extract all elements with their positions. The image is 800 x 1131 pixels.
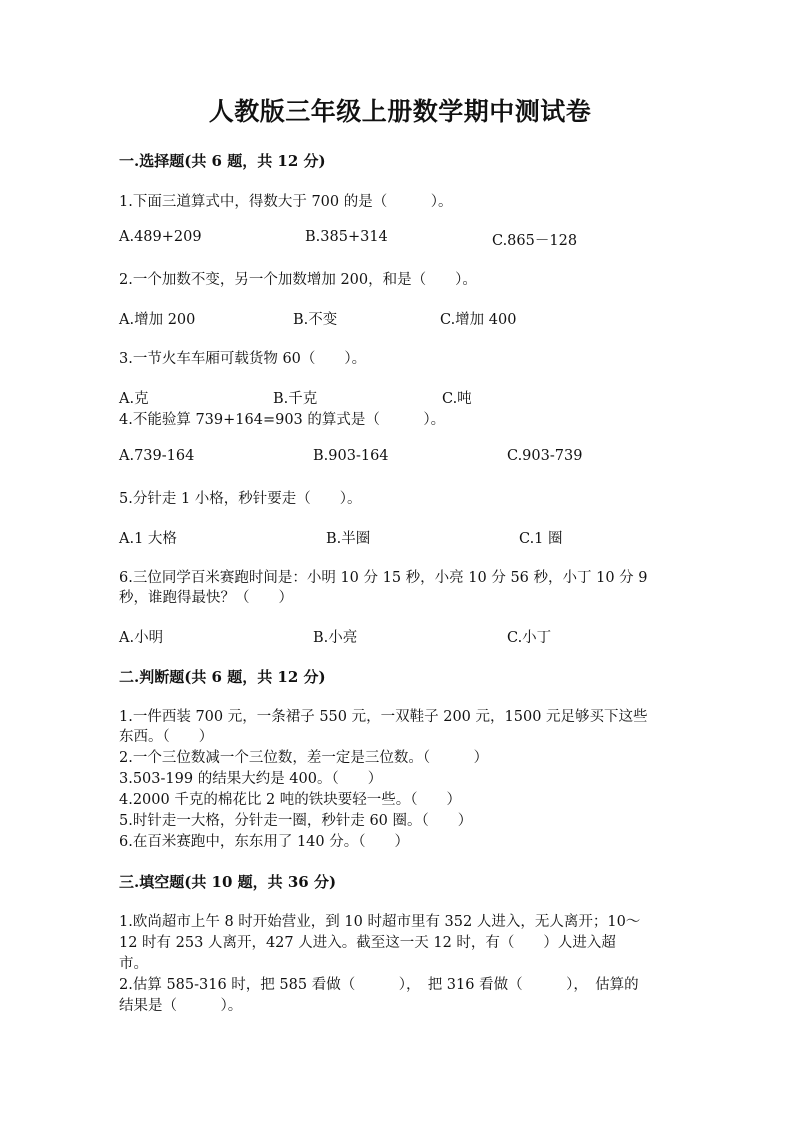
question-1-option-c: C.865－128 — [492, 233, 578, 249]
question-1-option-a: A.489+209 — [119, 229, 202, 245]
judgement-line-3: 2.一个三位数减一个三位数，差一定是三位数。（ ） — [119, 750, 489, 766]
page-title: 人教版三年级上册数学期中测试卷 — [208, 97, 592, 126]
question-4-text: 4.不能验算 739+164=903 的算式是（ ）。 — [119, 412, 446, 428]
question-2-option-a: A.增加 200 — [119, 312, 196, 328]
question-3-option-c: C.吨 — [442, 391, 472, 407]
section-heading-judgement: 二.判断题(共 6 题，共 12 分) — [119, 668, 326, 686]
judgement-line-2: 东西。（ ） — [119, 729, 214, 745]
question-6-option-b: B.小亮 — [313, 630, 358, 646]
question-2-text: 2.一个加数不变，另一个加数增加 200，和是（ ）。 — [119, 272, 477, 288]
question-5-option-c: C.1 圈 — [519, 531, 563, 547]
question-4-option-b: B.903-164 — [313, 448, 389, 464]
fill-in-line-1: 1.欧尚超市上午 8 时开始营业，到 10 时超市里有 352 人进入，无人离开；10～ — [119, 914, 641, 930]
question-5-option-a: A.1 大格 — [119, 531, 177, 547]
question-1-text: 1.下面三道算式中，得数大于 700 的是（ ）。 — [119, 194, 453, 210]
question-4-option-a: A.739-164 — [119, 448, 195, 464]
question-3-option-a: A.克 — [119, 391, 149, 407]
question-6-option-c: C.小丁 — [507, 630, 552, 646]
judgement-line-7: 6.在百米赛跑中，东东用了 140 分。（ ） — [119, 834, 409, 850]
question-3-option-b: B.千克 — [273, 391, 318, 407]
fill-in-line-4: 2.估算 585-316 时，把 585 看做（ ）， 把 316 看做（ ）， 估算的 — [119, 977, 639, 993]
section-heading-fill-in: 三.填空题(共 10 题，共 36 分) — [119, 873, 337, 891]
fill-in-line-2: 12 时有 253 人离开，427 人进入。截至这一天 12 时，有（ ）人进入超 — [119, 935, 616, 951]
question-6-text-line-1: 6.三位同学百米赛跑时间是：小明 10 分 15 秒，小亮 10 分 56 秒，小丁 10 分 9 — [119, 570, 648, 586]
question-5-option-b: B.半圈 — [326, 531, 371, 547]
question-5-text: 5.分针走 1 小格，秒针要走（ ）。 — [119, 491, 362, 507]
question-3-text: 3.一节火车车厢可载货物 60（ ）。 — [119, 351, 367, 367]
judgement-line-1: 1.一件西装 700 元，一条裙子 550 元，一双鞋子 200 元，1500 元足够买下这些 — [119, 709, 648, 725]
fill-in-line-5: 结果是（ ）。 — [119, 998, 243, 1014]
question-2-option-b: B.不变 — [293, 312, 338, 328]
question-6-option-a: A.小明 — [119, 630, 164, 646]
question-1-option-b: B.385+314 — [305, 229, 388, 245]
judgement-line-6: 5.时针走一大格，分针走一圈，秒针走 60 圈。（ ） — [119, 813, 473, 829]
judgement-line-4: 3.503-199 的结果大约是 400。（ ） — [119, 771, 383, 787]
question-2-option-c: C.增加 400 — [440, 312, 517, 328]
judgement-line-5: 4.2000 千克的棉花比 2 吨的铁块要轻一些。（ ） — [119, 792, 462, 808]
question-6-text-line-2: 秒，谁跑得最快？（ ） — [119, 590, 293, 606]
fill-in-line-3: 市。 — [119, 956, 148, 972]
question-4-option-c: C.903-739 — [507, 448, 583, 464]
section-heading-choice: 一.选择题(共 6 题，共 12 分) — [119, 152, 326, 170]
